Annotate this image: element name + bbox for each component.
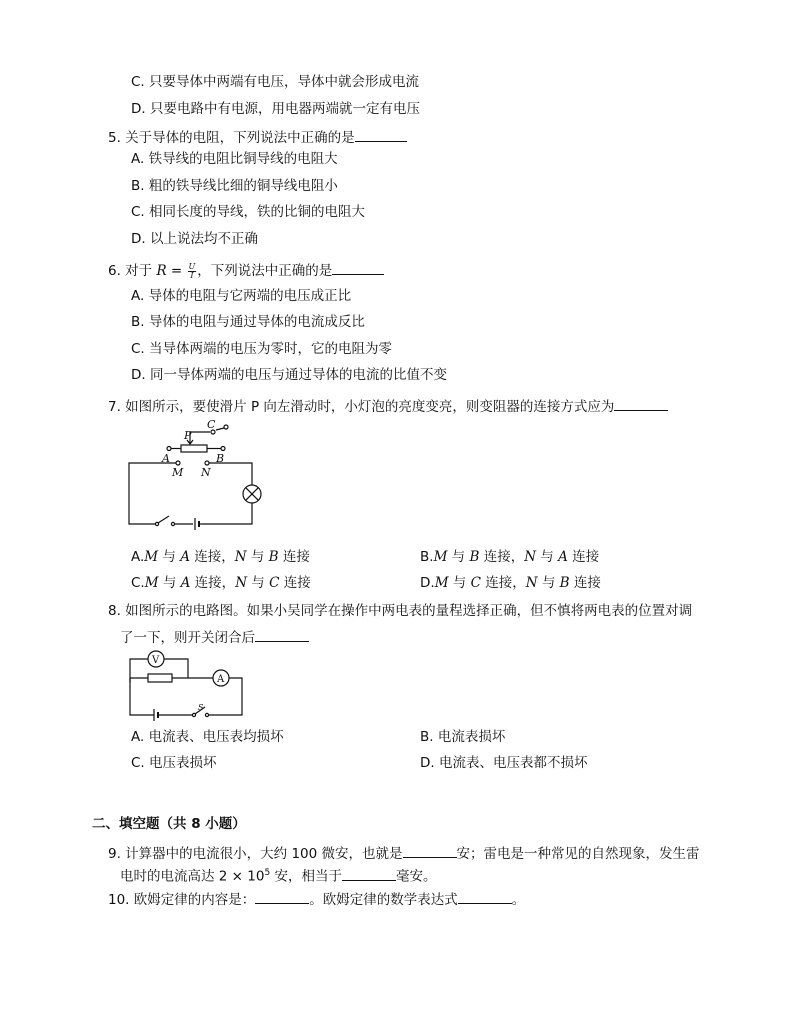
answer-blank[interactable] bbox=[255, 889, 309, 904]
formula-numerator: U bbox=[188, 261, 196, 271]
var: N bbox=[525, 575, 538, 591]
q8-circuit-diagram bbox=[126, 648, 246, 720]
option-letter: B. bbox=[420, 549, 434, 565]
var: B bbox=[469, 549, 480, 565]
answer-blank[interactable] bbox=[255, 627, 309, 642]
text: 与 bbox=[158, 549, 181, 565]
resistor-icon bbox=[148, 674, 172, 682]
text: 与 bbox=[448, 575, 471, 591]
q4-option-c: C. 只要导体中两端有电压，导体中就会形成电流 bbox=[131, 74, 420, 90]
answer-blank[interactable] bbox=[332, 260, 384, 275]
var: C bbox=[470, 575, 481, 591]
q7-stem-text: 7. 如图所示，要使滑片 P 向左滑动时，小灯泡的亮度变亮，则变阻器的连接方式应为 bbox=[108, 399, 615, 415]
q8-option-d: D. 电流表、电压表都不损坏 bbox=[420, 755, 588, 771]
text: 连接 bbox=[279, 575, 311, 591]
q9-text-b: 安；雷电是一种常见的自然现象，发生雷 bbox=[456, 846, 700, 862]
voltmeter-label: V bbox=[152, 655, 160, 666]
text: 连接 bbox=[567, 549, 600, 565]
q8-stem-line1: 8. 如图所示的电路图。如果小吴同学在操作中两电表的量程选择正确，但不慎将两电表的位置对调 bbox=[108, 603, 693, 619]
text: 与 bbox=[247, 575, 270, 591]
var: N bbox=[235, 575, 247, 591]
formula-r: R bbox=[156, 263, 167, 279]
q10 bbox=[108, 889, 525, 909]
q5-stem bbox=[108, 127, 407, 147]
q6-option-a: A. 导体的电阻与它两端的电压成正比 bbox=[131, 288, 352, 304]
formula-denominator: I bbox=[190, 270, 194, 280]
answer-blank[interactable] bbox=[403, 843, 457, 858]
text: 与 bbox=[447, 549, 470, 565]
text: 连接 bbox=[569, 575, 601, 591]
text: 与 bbox=[246, 549, 269, 565]
q7-option-d bbox=[420, 574, 601, 592]
label-m: M bbox=[172, 466, 184, 479]
q7-option-a bbox=[131, 548, 310, 566]
q6-stem bbox=[108, 260, 384, 280]
ammeter-label: A bbox=[217, 674, 225, 685]
var: A bbox=[558, 549, 568, 565]
q9-text-e: 毫安。 bbox=[395, 868, 437, 885]
q5-stem-text: 5. 关于导体的电阻，下列说法中正确的是 bbox=[108, 130, 355, 146]
label-p: P bbox=[184, 429, 192, 442]
switch-label: S bbox=[198, 703, 204, 712]
q6-stem-prefix: 6. 对于 bbox=[108, 263, 157, 279]
q5-option-a: A. 铁导线的电阻比铜导线的电阻大 bbox=[131, 151, 338, 167]
var: B bbox=[559, 575, 570, 591]
text: 连接 bbox=[278, 549, 310, 565]
var: M bbox=[144, 549, 159, 565]
q9-text-d: 安，相当于 bbox=[270, 868, 342, 885]
q8-option-c: C. 电压表损坏 bbox=[131, 755, 217, 771]
text: 连接， bbox=[190, 575, 236, 591]
text: 连接， bbox=[480, 575, 526, 591]
q9-text-c: 电时的电流高达 2 × 10 bbox=[120, 868, 265, 885]
q8-stem-line2 bbox=[120, 627, 309, 647]
answer-blank[interactable] bbox=[355, 127, 407, 142]
label-n: N bbox=[201, 466, 211, 479]
rheostat-icon bbox=[181, 445, 207, 452]
var: N bbox=[234, 549, 247, 565]
var: C bbox=[269, 575, 280, 591]
var: N bbox=[524, 549, 537, 565]
label-a: A bbox=[162, 452, 170, 465]
q5-option-b: B. 粗的铁导线比细的铜导线电阻小 bbox=[131, 178, 338, 194]
label-c: C bbox=[207, 418, 216, 431]
answer-blank[interactable] bbox=[458, 889, 512, 904]
var: M bbox=[434, 575, 449, 591]
answer-blank[interactable] bbox=[342, 866, 396, 881]
var: A bbox=[180, 575, 191, 591]
var: M bbox=[433, 549, 448, 565]
var: A bbox=[180, 549, 190, 565]
section-title: 二、填空题（共 8 小题） bbox=[92, 816, 246, 832]
answer-blank[interactable] bbox=[614, 396, 668, 411]
q10-text-b: 。欧姆定律的数学表达式 bbox=[309, 892, 458, 908]
q9-exponent: 5 bbox=[264, 868, 271, 878]
q6-stem-suffix: ，下列说法中正确的是 bbox=[197, 263, 333, 279]
q6-option-d: D. 同一导体两端的电压与通过导体的电流的比值不变 bbox=[131, 367, 447, 383]
q9-line2 bbox=[120, 864, 436, 886]
label-b: B bbox=[216, 452, 225, 465]
q10-text-a: 10. 欧姆定律的内容是： bbox=[108, 892, 256, 908]
q8-stem-text: 了一下，则开关闭合后 bbox=[120, 630, 255, 646]
option-letter: A. bbox=[131, 549, 145, 565]
q8-option-a: A. 电流表、电压表均损坏 bbox=[131, 729, 284, 745]
text: 连接， bbox=[479, 549, 525, 565]
q10-text-c: 。 bbox=[511, 892, 526, 908]
q7-circuit-diagram bbox=[125, 418, 270, 533]
q5-option-c: C. 相同长度的导线，铁的比铜的电阻大 bbox=[131, 204, 366, 220]
text: 与 bbox=[537, 575, 560, 591]
var: B bbox=[268, 549, 279, 565]
q7-stem bbox=[108, 396, 668, 416]
var: M bbox=[144, 575, 159, 591]
text: 连接， bbox=[189, 549, 235, 565]
formula-fraction bbox=[188, 263, 197, 280]
q9-line1 bbox=[108, 843, 700, 863]
q7-option-c bbox=[131, 574, 311, 592]
q7-option-b bbox=[420, 548, 599, 566]
q5-option-d: D. 以上说法均不正确 bbox=[131, 231, 258, 247]
text: 与 bbox=[158, 575, 181, 591]
q6-option-c: C. 当导体两端的电压为零时，它的电阻为零 bbox=[131, 341, 393, 357]
q6-option-b: B. 导体的电阻与通过导体的电流成反比 bbox=[131, 314, 365, 330]
q4-option-d: D. 只要电路中有电源，用电器两端就一定有电压 bbox=[131, 101, 420, 117]
text: 与 bbox=[536, 549, 559, 565]
option-letter: D. bbox=[420, 575, 435, 591]
formula-eq: = bbox=[166, 263, 187, 279]
q8-option-b: B. 电流表损坏 bbox=[420, 729, 506, 745]
option-letter: C. bbox=[131, 575, 145, 591]
q9-text-a: 9. 计算器中的电流很小，大约 100 微安，也就是 bbox=[108, 846, 403, 862]
